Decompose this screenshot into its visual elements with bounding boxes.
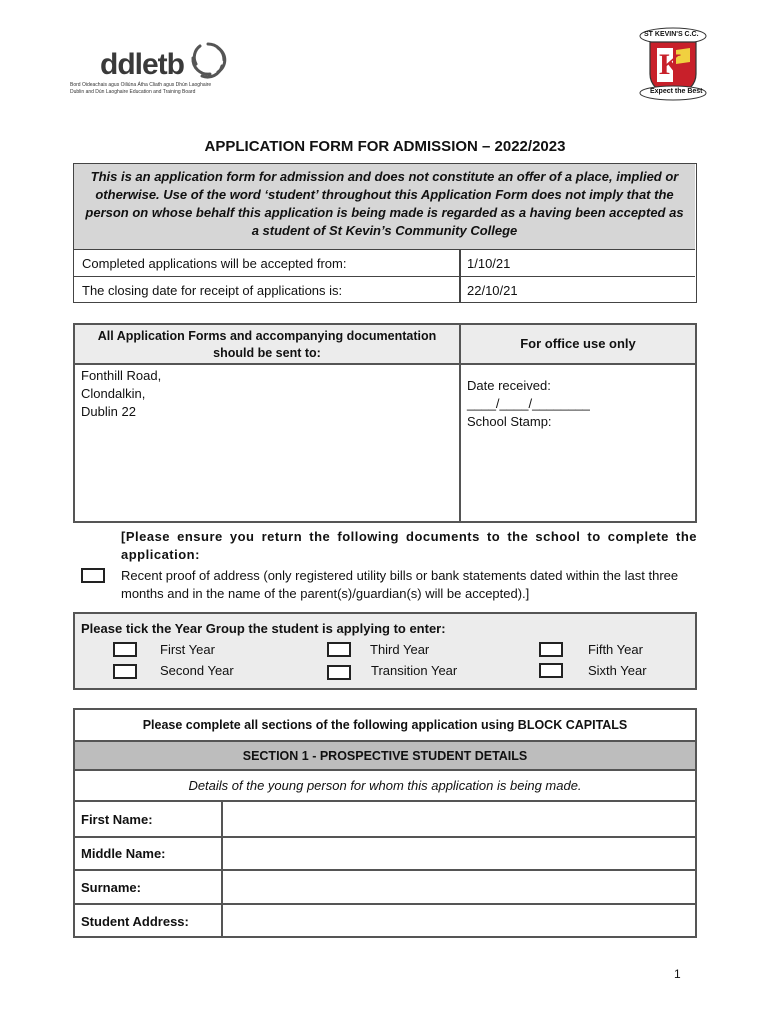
instruction-cell xyxy=(75,710,695,740)
office-heading: For office use only xyxy=(520,336,636,351)
ddletb-subtitle-1: Bord Oideachais agus Oiliúna Átha Cliath agus Dhún Laoghaire xyxy=(70,82,212,88)
accept-from-label: Completed applications will be accepted from: xyxy=(82,256,347,271)
office-heading-cell xyxy=(461,325,695,363)
documents-item: Recent proof of address (only registered utility bills or bank statements dated within the last three months and in the name of the parent(s)/guardian(s) will be accepted).] xyxy=(121,568,679,601)
address-line-2: Clondalkin, xyxy=(81,386,146,401)
section1-table xyxy=(73,708,697,938)
address-line-1: Fonthill Road, xyxy=(81,368,162,383)
third-year-checkbox[interactable] xyxy=(327,642,351,657)
first-name-label: First Name: xyxy=(81,812,153,827)
first-name-row xyxy=(75,800,695,836)
page-number: 1 xyxy=(674,967,681,981)
surname-label: Surname: xyxy=(81,880,141,895)
student-address-input[interactable] xyxy=(221,905,695,938)
middle-name-input[interactable] xyxy=(221,838,695,869)
surname-input[interactable] xyxy=(221,871,695,903)
surname-row xyxy=(75,869,695,903)
send-to-heading: All Application Forms and accompanying documentation should be sent to: xyxy=(97,329,437,360)
first-year-checkbox[interactable] xyxy=(113,642,137,657)
transition-year-label: Transition Year xyxy=(371,663,458,678)
page-title: APPLICATION FORM FOR ADMISSION – 2022/2023 xyxy=(204,138,566,155)
ddletb-subtitle-2: Dublin and Dún Laoghaire Education and Training Board xyxy=(70,89,196,95)
year-group-heading: Please tick the Year Group the student is applying to enter: xyxy=(81,621,446,636)
section1-subheading: Details of the young person for whom this application is being made. xyxy=(188,778,582,793)
third-year-label: Third Year xyxy=(370,642,430,657)
office-block xyxy=(467,377,590,431)
student-address-label: Student Address: xyxy=(81,914,189,929)
closing-date-value: 22/10/21 xyxy=(467,283,518,298)
proof-of-address-checkbox[interactable] xyxy=(81,568,105,583)
school-stamp-label: School Stamp: xyxy=(467,414,552,429)
first-year-label: First Year xyxy=(160,642,215,657)
crest-letter: K xyxy=(659,48,683,81)
section1-heading: SECTION 1 - PROSPECTIVE STUDENT DETAILS xyxy=(242,749,528,763)
middle-name-label: Middle Name: xyxy=(81,846,166,861)
section1-heading-cell xyxy=(75,740,695,771)
ddletb-swirl-icon xyxy=(188,40,228,80)
ddletb-logo xyxy=(70,40,240,100)
address-line-3: Dublin 22 xyxy=(81,404,136,419)
first-name-input[interactable] xyxy=(221,802,695,836)
accept-from-value: 1/10/21 xyxy=(467,256,511,271)
date-row-2 xyxy=(74,276,695,302)
date-divider xyxy=(459,250,461,277)
second-year-checkbox[interactable] xyxy=(113,664,137,679)
address-block xyxy=(81,367,161,421)
closing-date-label: The closing date for receipt of applications is: xyxy=(82,283,343,298)
date-received-blank: ____/____/________ xyxy=(467,396,590,411)
transition-year-checkbox[interactable] xyxy=(327,665,351,680)
disclaimer-cell xyxy=(74,164,695,249)
ddletb-wordmark: ddletb xyxy=(100,48,184,81)
fifth-year-label: Fifth Year xyxy=(588,642,643,657)
crest-motto: Expect the Best xyxy=(650,88,703,95)
student-address-row xyxy=(75,903,695,936)
block-capitals-instruction: Please complete all sections of the following application using BLOCK CAPITALS xyxy=(142,718,628,732)
send-to-table xyxy=(73,323,697,523)
sixth-year-checkbox[interactable] xyxy=(539,663,563,678)
disclaimer-text: This is an application form for admission and does not constitute an offer of a place, implied or otherwise. Use of the word ‘student’ throughout this Application Form does not imply that the person on whose behalf this application is being made is regarded as a having been accepted as a student of St Kevin’s Community College xyxy=(85,169,684,238)
vertical-divider xyxy=(459,325,461,521)
middle-name-row xyxy=(75,836,695,869)
school-crest xyxy=(630,22,716,104)
date-received-label: Date received: xyxy=(467,378,551,393)
disclaimer-table xyxy=(73,163,697,303)
send-to-heading-cell xyxy=(75,325,459,363)
second-year-label: Second Year xyxy=(160,663,234,678)
date-divider xyxy=(459,277,461,303)
date-row-1 xyxy=(74,249,695,276)
fifth-year-checkbox[interactable] xyxy=(539,642,563,657)
section1-subheading-cell xyxy=(75,771,695,800)
heading-divider xyxy=(75,363,695,365)
sixth-year-label: Sixth Year xyxy=(588,663,647,678)
crest-name: ST KEVIN'S C.C. xyxy=(644,31,699,38)
documents-intro: [Please ensure you return the following documents to the school to complete the application: xyxy=(121,529,697,562)
year-group-box xyxy=(73,612,697,690)
